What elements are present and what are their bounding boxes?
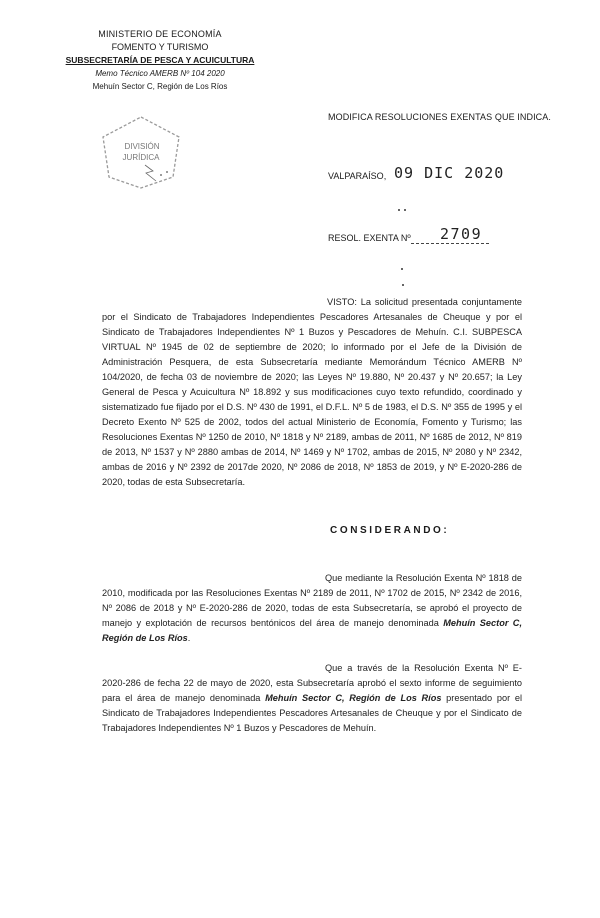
considerando-paragraph-2 [102, 661, 522, 736]
undersecretariat-name: SUBSECRETARÍA DE PESCA Y ACUICULTURA [65, 55, 255, 65]
area-name-emphasis: Mehuín Sector C, Región de Los Ríos [102, 618, 522, 643]
scan-speck [402, 284, 404, 286]
memo-reference: Memo Técnico AMERB Nº 104 2020 [95, 69, 225, 78]
visto-paragraph [102, 295, 522, 490]
stamp-line-1: DIVISIÓN [124, 142, 160, 151]
scan-speck [404, 209, 406, 211]
ministry-subtitle: FOMENTO Y TURISMO [111, 42, 209, 52]
visto-lead: VISTO: [327, 297, 357, 307]
resolution-label: RESOL. EXENTA Nº [328, 233, 411, 243]
scan-speck [401, 268, 403, 270]
sector-reference: Mehuín Sector C, Región de Los Ríos [92, 82, 228, 91]
division-stamp [101, 115, 181, 190]
visto-text: La solicitud presentada conjuntamente por el Sindicato de Trabajadores Independientes Pescadores Artesanales de Cheuque y por el Sindicato de Trabajadores Independientes Nº 1 Buzos y Pescadores de Mehuín. C.I. SUBPESCA VIRTUAL Nº 1945 de 02 de septiembre de 2020; lo informado por el Jefe de la División de Administración Pesquera, de esta Subsecretaría mediante Memorándum Técnico AMERB Nº 104/2020, de fecha 03 de noviembre de 2020; las Leyes Nº 19.880, Nº 20.437 y Nº 20.657; la Ley General de Pesca y Acuicultura Nº 18.892 y sus modificaciones cuyo texto refundido, coordinado y sistematizado fue fijado por el D.S. Nº 430 de 1991, el D.F.L. Nº 5 de 1983, el D.S. Nº 355 de 1995 y el Decreto Exento Nº 525 de 2002, todos del actual Ministerio de Economía, Fomento y Turismo; las Resoluciones Exentas Nº 1250 de 2010, Nº 1818 y Nº 2189, ambas de 2011, Nº 1685 de 2012, Nº 819 de 2013, Nº 1537 y Nº 2880 ambas de 2014, Nº 1469 y Nº 1702, ambas de 2015, Nº 2080 y Nº 2342, ambas de 2016 y Nº 2392 de 2017de 2020, Nº 2086 de 2018, Nº 1853 de 2019, y Nº E-2020-286 de 2020, todas de esta Subsecretaría. [102, 297, 522, 487]
area-name-emphasis: Mehuín Sector C, Región de Los Ríos [265, 693, 442, 703]
resolution-underline [411, 243, 489, 244]
considerando-2-text-b: presentado por el Sindicato de Trabajadores Independientes Pescadores Artesanales de Cheuque y por el Sindicato de Trabajadores Independientes Nº 1 Buzos y Pescadores de Mehuín. [102, 693, 522, 733]
considerando-paragraph-1 [102, 571, 522, 646]
document-subject: MODIFICA RESOLUCIONES EXENTAS QUE INDICA. [328, 112, 551, 122]
ministry-name: MINISTERIO DE ECONOMÍA [98, 29, 222, 39]
place-label: VALPARAÍSO, [328, 171, 387, 181]
considerando-2-text-a: Que a través de la Resolución Exenta Nº E-2020-286 de fecha 22 de mayo de 2020, esta Subsecretaría aprobó el sexto informe de seguimiento para el área de manejo denominada [102, 663, 522, 703]
considerando-1-text: Que mediante la Resolución Exenta Nº 1818 de 2010, modificada por las Resoluciones Exentas Nº 2189 de 2011, Nº 1702 de 2015, Nº 2342 de 2016, Nº 2086 de 2018 y Nº E-2020-286 de 2020, todas de esta Subsecretaría, se aprobó el proyecto de manejo y explotación de recursos bentónicos del área de manejo denominada [102, 573, 522, 628]
issue-date: 09 DIC 2020 [394, 164, 505, 182]
stamp-line-2: JURÍDICA [122, 153, 160, 162]
considerando-1-end: . [187, 633, 191, 643]
considerando-heading: CONSIDERANDO: [330, 525, 450, 536]
scan-speck [398, 209, 400, 211]
resolution-number: 2709 [440, 225, 483, 243]
letterhead [60, 28, 260, 93]
